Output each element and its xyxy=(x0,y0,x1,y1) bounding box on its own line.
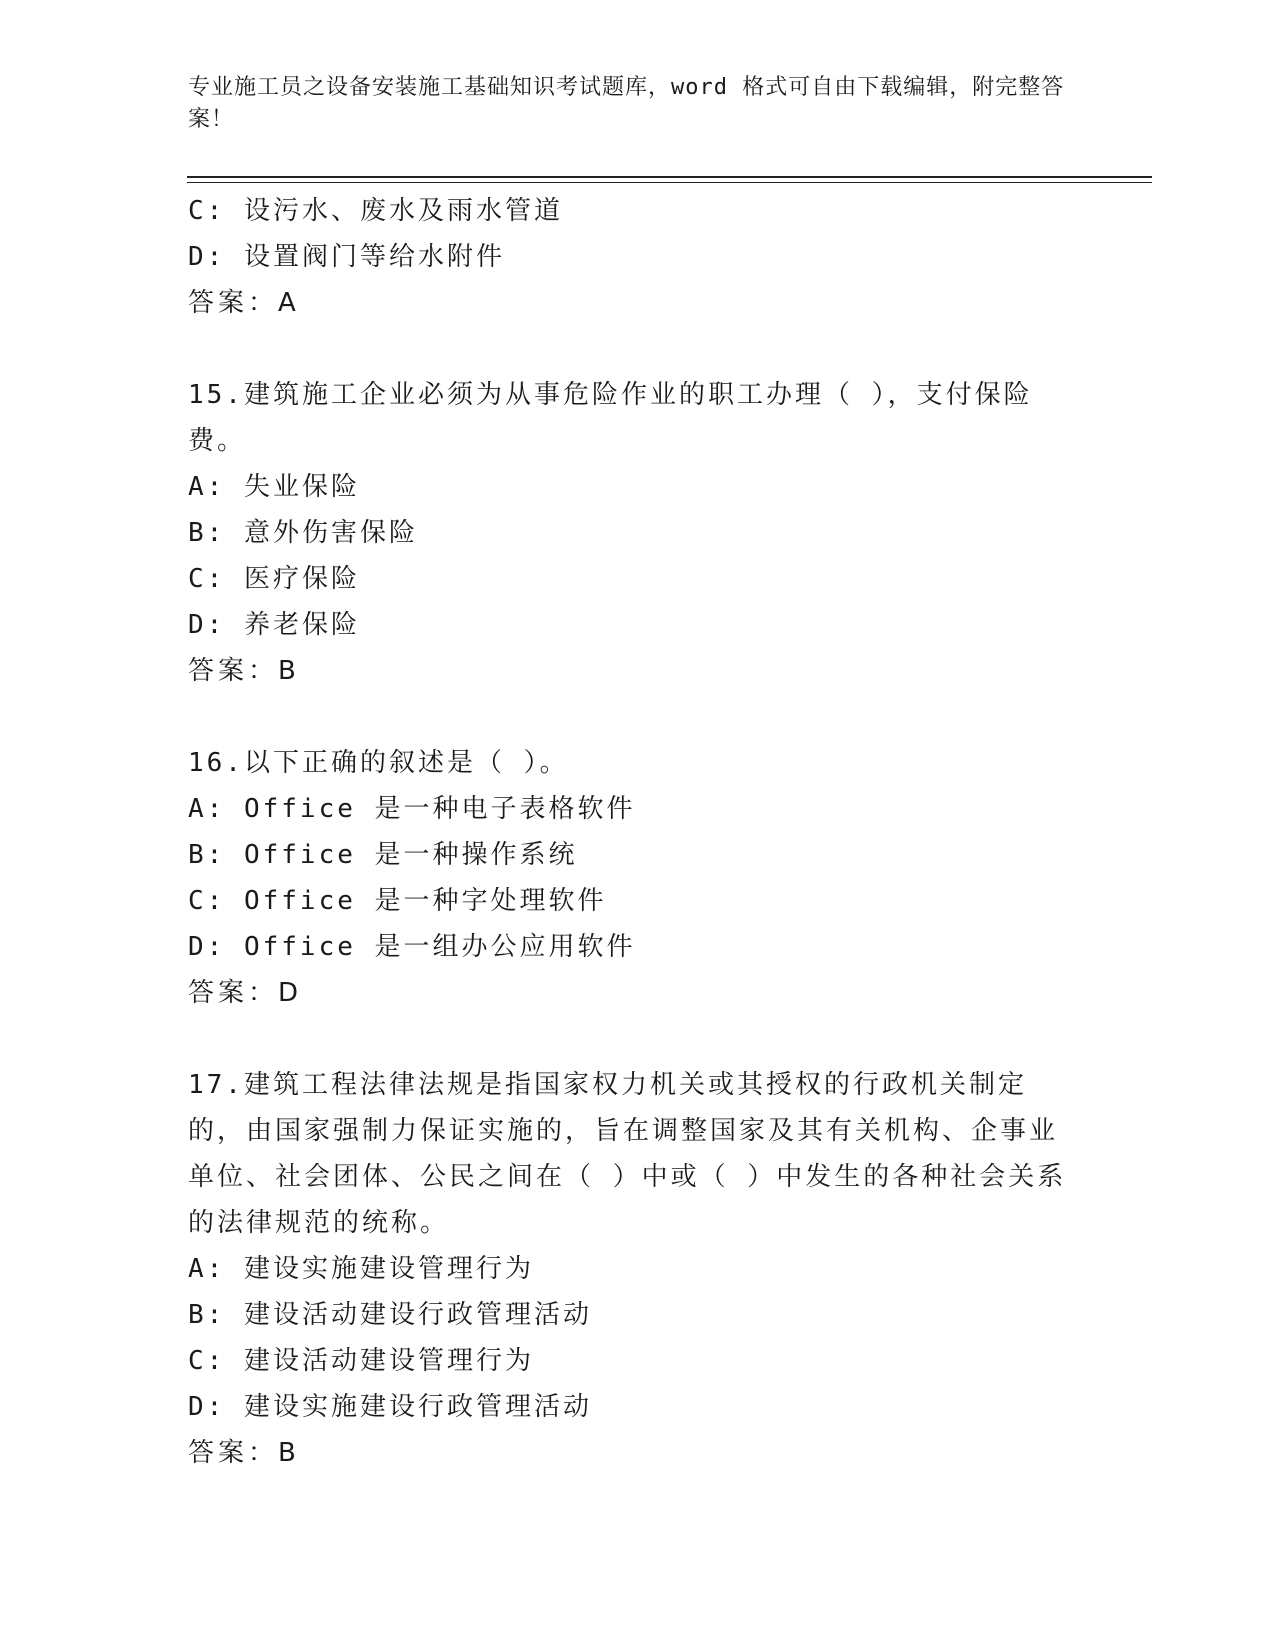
option-b xyxy=(188,1292,1068,1338)
question-body: 以下正确的叙述是（ ）。 xyxy=(243,748,569,778)
option-text: 建设实施建设管理行为 xyxy=(243,1254,534,1284)
question-15 xyxy=(188,372,1068,694)
option-d xyxy=(188,234,1068,280)
option-a xyxy=(188,464,1068,510)
previous-question-tail xyxy=(188,188,1068,326)
header-divider-thick xyxy=(187,176,1152,178)
option-text: 意外伤害保险 xyxy=(243,518,418,548)
option-text: 建设活动建设行政管理活动 xyxy=(243,1300,592,1330)
answer-value: A xyxy=(278,288,298,318)
option-label: D: xyxy=(188,1392,226,1422)
option-text: Office 是一种操作系统 xyxy=(243,840,578,870)
option-d xyxy=(188,1384,1068,1430)
option-text: 失业保险 xyxy=(243,472,360,502)
option-text: 建设实施建设行政管理活动 xyxy=(243,1392,592,1422)
answer-value: B xyxy=(278,1438,298,1468)
option-text: 设污水、废水及雨水管道 xyxy=(243,196,563,226)
option-label: B: xyxy=(188,1300,226,1330)
question-body: 建筑施工企业必须为从事危险作业的职工办理（ ），支付保险费。 xyxy=(188,380,1033,456)
option-text: 养老保险 xyxy=(243,610,360,640)
option-a xyxy=(188,1246,1068,1292)
option-label: B: xyxy=(188,518,226,548)
option-c xyxy=(188,878,1068,924)
question-text xyxy=(188,372,1068,464)
option-c xyxy=(188,556,1068,602)
question-number: 16. xyxy=(188,748,244,778)
answer-value: D xyxy=(278,978,301,1008)
question-number: 15. xyxy=(188,380,244,410)
option-d xyxy=(188,924,1068,970)
question-text xyxy=(188,1062,1068,1246)
answer-label: 答案： xyxy=(188,288,279,318)
option-label: C: xyxy=(188,886,226,916)
question-body: 建筑工程法律法规是指国家权力机关或其授权的行政机关制定的，由国家强制力保证实施的，旨在调整国家及其有关机构、企事业单位、社会团体、公民之间在（ ）中或（ ）中发生的各种社会关系的法律规范的统称。 xyxy=(188,1070,1067,1238)
answer-line xyxy=(188,648,1068,694)
answer-line xyxy=(188,1430,1068,1476)
question-number: 17. xyxy=(188,1070,244,1100)
answer-line xyxy=(188,280,1068,326)
question-17 xyxy=(188,1062,1068,1476)
option-label: A: xyxy=(188,472,226,502)
option-d xyxy=(188,602,1068,648)
option-label: A: xyxy=(188,1254,226,1284)
option-text: Office 是一种电子表格软件 xyxy=(243,794,636,824)
document-header: 专业施工员之设备安装施工基础知识考试题库，word 格式可自由下载编辑，附完整答案！ xyxy=(188,75,1065,132)
answer-label: 答案： xyxy=(188,656,279,686)
option-text: 建设活动建设管理行为 xyxy=(243,1346,534,1376)
answer-label: 答案： xyxy=(188,1438,279,1468)
option-a xyxy=(188,786,1068,832)
header-divider-thin xyxy=(187,182,1152,183)
answer-label: 答案： xyxy=(188,978,279,1008)
option-label: C: xyxy=(188,1346,226,1376)
question-text xyxy=(188,740,1068,786)
option-c xyxy=(188,188,1068,234)
option-b xyxy=(188,510,1068,556)
option-label: A: xyxy=(188,794,226,824)
option-b xyxy=(188,832,1068,878)
option-text: 医疗保险 xyxy=(243,564,360,594)
answer-value: B xyxy=(278,656,298,686)
option-text: Office 是一种字处理软件 xyxy=(243,886,607,916)
option-label: B: xyxy=(188,840,226,870)
question-16 xyxy=(188,740,1068,1016)
spacer xyxy=(188,1016,1068,1062)
option-text: 设置阀门等给水附件 xyxy=(243,242,505,272)
option-c xyxy=(188,1338,1068,1384)
option-label: D: xyxy=(188,610,226,640)
spacer xyxy=(188,326,1068,372)
option-label: C: xyxy=(188,196,226,226)
document-body xyxy=(188,188,1068,1476)
spacer xyxy=(188,694,1068,740)
option-label: D: xyxy=(188,242,226,272)
option-label: D: xyxy=(188,932,226,962)
answer-line xyxy=(188,970,1068,1016)
option-text: Office 是一组办公应用软件 xyxy=(243,932,636,962)
option-label: C: xyxy=(188,564,226,594)
